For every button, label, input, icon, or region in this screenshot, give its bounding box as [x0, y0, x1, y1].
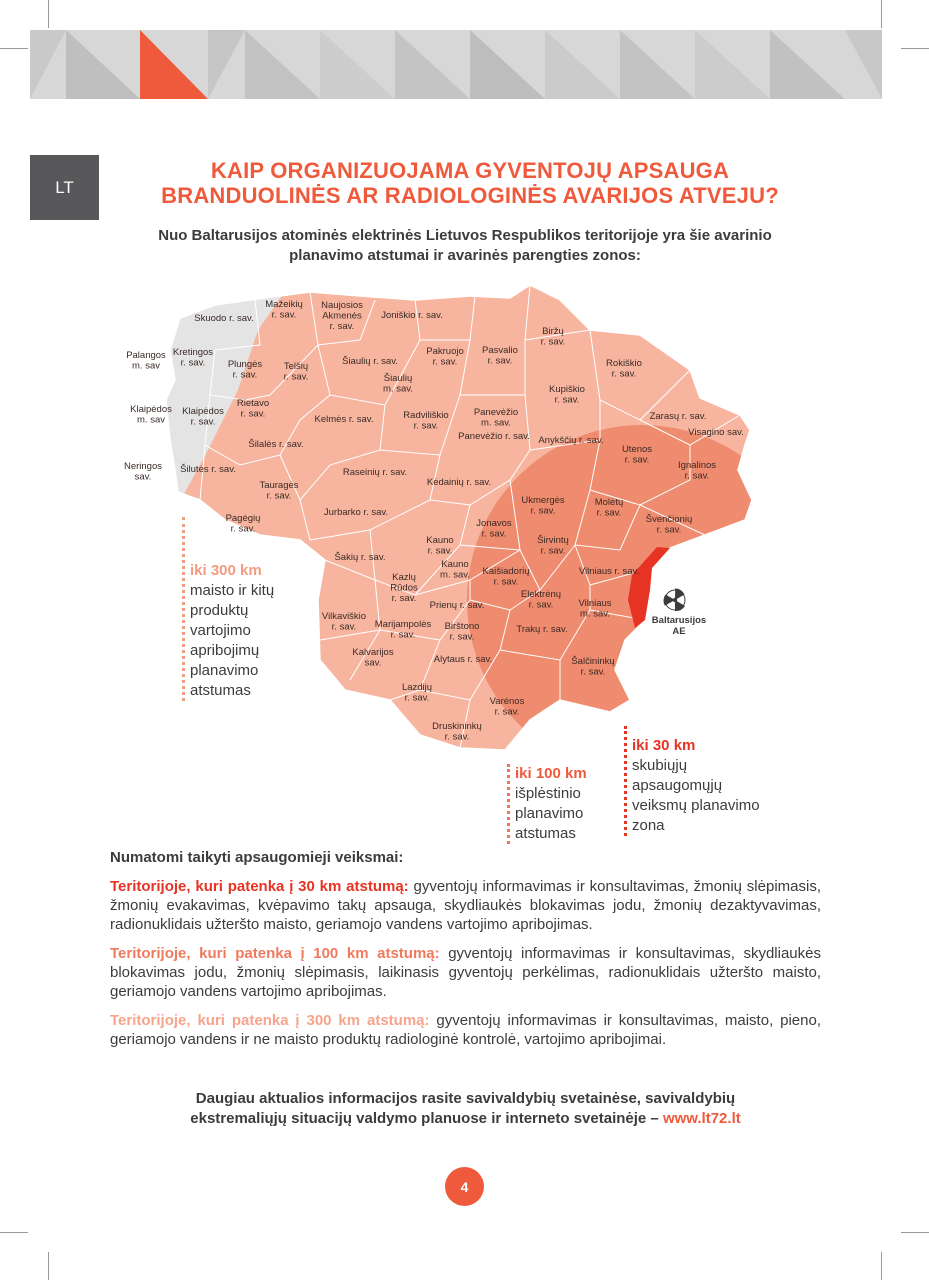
crop-mark	[0, 1232, 28, 1233]
legend-line: atstumas	[190, 682, 251, 699]
municipality-label: Raseinių r. sav.	[342, 467, 408, 478]
municipality-label: Panevėžio m. sav.	[473, 407, 519, 429]
municipality-label: Rokiškio r. sav.	[606, 358, 642, 380]
municipality-label: Šakių r. sav.	[334, 552, 386, 563]
plant-label-line-1: Baltarusijos	[651, 615, 707, 626]
zone-100-heading: Teritorijoje, kuri patenka į 100 km atstumą:	[110, 945, 440, 962]
header-triangle-band	[30, 30, 882, 99]
legend-30-head: iki 30 km	[632, 737, 696, 754]
legend-line: išplėstinio	[515, 785, 581, 802]
legend-100-head: iki 100 km	[515, 765, 587, 782]
municipality-label: Jonavos r. sav.	[476, 518, 512, 540]
legend-line: zona	[632, 817, 665, 834]
page-title	[120, 158, 820, 208]
legend-300km	[190, 561, 274, 701]
municipality-label: Šiaulių m. sav.	[383, 373, 413, 395]
municipality-label: Rietavo r. sav.	[236, 398, 270, 420]
municipality-label: Utenos r. sav.	[621, 444, 653, 466]
municipality-label: Joniškio r. sav.	[381, 310, 443, 321]
crop-mark	[48, 1252, 49, 1280]
municipality-label: Jurbarko r. sav.	[323, 507, 389, 518]
municipality-label: Kelmės r. sav.	[314, 414, 374, 425]
municipality-label: Kalvarijos sav.	[352, 647, 394, 669]
municipality-label: Marijampolės r. sav.	[374, 619, 432, 641]
crop-mark	[48, 0, 49, 28]
legend-dots	[182, 517, 185, 701]
municipality-label: Kazlų Rūdos r. sav.	[390, 572, 418, 604]
municipality-label: Klaipėdos r. sav.	[182, 406, 224, 428]
page-number: 4	[445, 1167, 484, 1206]
municipality-label: Šalčininkų r. sav.	[571, 656, 615, 678]
municipality-label: Telšių r. sav.	[283, 361, 309, 383]
municipality-label: Pasvalio r. sav.	[482, 345, 518, 367]
legend-dots	[507, 764, 510, 844]
municipality-label: Plungės r. sav.	[227, 359, 263, 381]
lithuania-zone-map	[0, 270, 929, 760]
footer-info	[110, 1089, 821, 1129]
legend-line: vartojimo	[190, 622, 251, 639]
municipality-label: Visagino sav.	[688, 427, 744, 438]
crop-mark	[901, 48, 929, 49]
municipality-label: Širvintų r. sav.	[537, 535, 569, 557]
municipality-label: Mažeikių r. sav.	[265, 299, 303, 321]
municipality-label: Kauno m. sav.	[440, 559, 470, 581]
legend-100km	[515, 764, 587, 844]
title-line-2: BRANDUOLINĖS AR RADIOLOGINĖS AVARIJOS ATVEJU?	[161, 183, 779, 208]
municipality-label: Vilkaviškio r. sav.	[321, 611, 367, 633]
municipality-label: Lazdijų r. sav.	[401, 682, 433, 704]
municipality-label: Varėnos r. sav.	[489, 696, 525, 718]
municipality-label: Alytaus r. sav.	[433, 654, 493, 665]
crop-mark	[0, 48, 28, 49]
footer-line-2	[110, 1109, 821, 1129]
legend-line: produktų	[190, 602, 249, 619]
municipality-label: Naujosios Akmenės r. sav.	[321, 300, 363, 332]
legend-line: apsaugomųjų	[632, 777, 723, 794]
municipality-label: Panevėžio r. sav.	[458, 431, 530, 442]
municipality-label: Palangos m. sav	[126, 350, 166, 372]
zone-30-heading: Teritorijoje, kuri patenka į 30 km atstumą:	[110, 878, 409, 895]
municipality-label: Kėdainių r. sav.	[426, 477, 492, 488]
municipality-label: Neringos sav.	[123, 461, 163, 483]
protective-measures-section	[110, 848, 821, 1059]
municipality-label: Švenčionių r. sav.	[645, 514, 693, 536]
zone-100-text: gyventojų informavimas ir konsultavimas, skydliaukės blokavimas jodu, žmonių slėpimasis, laikinasis gyventojų perkėlimas, radionuklidais užteršto maisto, geriamojo vandens vartojimo apribojimas.	[110, 945, 821, 1000]
municipality-label: Kauno r. sav.	[426, 535, 454, 557]
crop-mark	[881, 0, 882, 28]
website-link[interactable]: www.lt72.lt	[662, 1110, 741, 1127]
municipality-label: Prienų r. sav.	[429, 600, 485, 611]
municipality-label: Kretingos r. sav.	[172, 347, 214, 369]
legend-300-head: iki 300 km	[190, 562, 262, 579]
municipality-label: Ignalinos r. sav.	[677, 460, 717, 482]
municipality-label: Tauragės r. sav.	[259, 480, 299, 502]
municipality-label: Elektrėnų r. sav.	[520, 589, 562, 611]
municipality-label: Klaipėdos m. sav	[130, 404, 172, 426]
zone-30-text: gyventojų informavimas ir konsultavimas, žmonių slėpimasis, žmonių evakavimas, kvėpavimo takų apsauga, skydliaukės blokavimas jodu, žmonių dezaktyvavimas, radionuklidais užteršto maisto, geriamojo vandens vartojimo apribojimas.	[110, 878, 821, 933]
legend-line: maisto ir kitų	[190, 582, 275, 599]
municipality-label: Vilniaus r. sav.	[578, 566, 640, 577]
subtitle-line-1: Nuo Baltarusijos atominės elektrinės Lietuvos Respublikos teritorijoje yra šie avarinio	[158, 227, 772, 244]
legend-line: planavimo	[515, 805, 584, 822]
legend-line: atstumas	[515, 825, 576, 842]
municipality-label: Biržų r. sav.	[540, 326, 566, 348]
municipality-label: Vilniaus m. sav.	[578, 598, 612, 620]
footer-line-1: Daugiau aktualios informacijos rasite savivaldybių svetainėse, savivaldybių	[195, 1090, 736, 1107]
language-tab: LT	[30, 155, 99, 220]
legend-30km	[632, 736, 760, 836]
municipality-label: Šilutės r. sav.	[180, 464, 236, 475]
legend-line: skubiųjų	[632, 757, 688, 774]
plant-label-line-2: AE	[672, 626, 686, 637]
measures-title: Numatomi taikyti apsaugomieji veiksmai:	[110, 849, 404, 866]
legend-line: apribojimų	[190, 642, 260, 659]
crop-mark	[901, 1232, 929, 1233]
municipality-label: Skuodo r. sav.	[194, 313, 254, 324]
zone-300-text: gyventojų informavimas ir konsultavimas, maisto, pieno, geriamojo vandens ir ne maisto produktų radiologinė kontrolė, vartojimo apribojimai.	[110, 1012, 821, 1048]
crop-mark	[881, 1252, 882, 1280]
municipality-label: Birštono r. sav.	[444, 621, 480, 643]
radiation-icon	[660, 586, 685, 611]
municipality-label: Radviliškio r. sav.	[403, 410, 449, 432]
municipality-label: Zarasų r. sav.	[649, 411, 707, 422]
municipality-label: Druskininkų r. sav.	[432, 721, 482, 743]
legend-dots	[624, 726, 627, 836]
measures-30km	[110, 877, 821, 934]
municipality-label: Šilalės r. sav.	[248, 439, 304, 450]
page-subtitle	[110, 226, 820, 266]
legend-line: veiksmų planavimo	[632, 797, 760, 814]
measures-300km	[110, 1011, 821, 1049]
municipality-label: Šiaulių r. sav.	[342, 356, 398, 367]
title-line-1: KAIP ORGANIZUOJAMA GYVENTOJŲ APSAUGA	[210, 158, 730, 183]
municipality-label: Ukmergės r. sav.	[521, 495, 565, 517]
legend-line: planavimo	[190, 662, 259, 679]
municipality-label: Kupiškio r. sav.	[549, 384, 585, 406]
footer-line-2-text: ekstremaliųjų situacijų valdymo planuose ir interneto svetainėje –	[190, 1110, 663, 1127]
municipality-label: Anykščių r. sav.	[538, 435, 604, 446]
measures-100km	[110, 944, 821, 1001]
municipality-label: Pagėgių r. sav.	[225, 513, 261, 535]
municipality-label: Molėtų r. sav.	[594, 497, 624, 519]
municipality-label: Pakruojo r. sav.	[426, 346, 464, 368]
municipality-label: Trakų r. sav.	[516, 624, 568, 635]
municipality-label: Kaišiadorių r. sav.	[482, 566, 530, 588]
zone-300-heading: Teritorijoje, kuri patenka į 300 km atstumą:	[110, 1012, 430, 1029]
subtitle-line-2: planavimo atstumai ir avarinės parengties zonos:	[289, 247, 641, 264]
